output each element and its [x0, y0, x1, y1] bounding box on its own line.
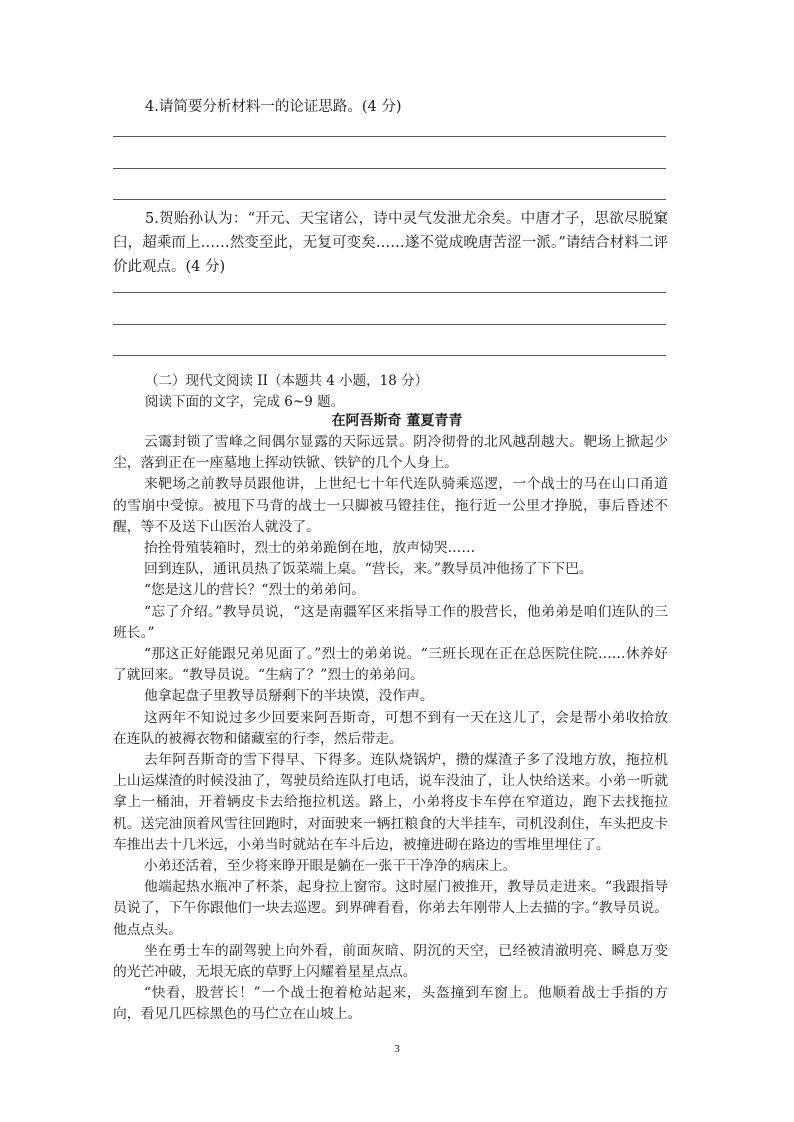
- article-paragraph: 他端起热水瓶冲了杯茶，起身拉上窗帘。这时屋门被推开，教导员走进来。“我跟指导员说了，下午你跟他们一块去巡逻。到界碑看看，你弟去年刚带人上去描的字。”教导员说。他点点头。: [113, 879, 668, 938]
- section-instruction: 阅读下面的文字，完成 6~9 题。: [145, 394, 345, 410]
- answer-line: [113, 136, 666, 137]
- article-paragraph: “快看，股营长！”一个战士抱着枪站起来，头盔撞到车窗上。他顺着战士手指的方向，看见几匹棕黑色的马伫立在山坡上。: [113, 985, 668, 1023]
- article-paragraph: “那这正好能跟兄弟见面了。”烈士的弟弟说。“三班长现在正在总医院住院……休养好了就回来。“教导员说。“生病了？”烈士的弟弟问。: [113, 646, 668, 684]
- article-body: [113, 432, 668, 1026]
- article-paragraph: “您是这儿的营长？“烈士的弟弟问。: [144, 582, 366, 599]
- section-heading: （二）现代文阅读 II（本题共 4 小题，18 分）: [145, 373, 429, 389]
- answer-line: [113, 324, 666, 325]
- article-paragraph: 来靶场之前教导员跟他讲，上世纪七十年代连队骑乘巡逻，一个战士的马在山口甬道的雪崩中受惊。被甩下马背的战士一只脚被马镫挂住，拖行近一公里才挣脱，事后昏述不醒，等不及送下山医治人就没了。: [113, 476, 668, 535]
- answer-line: [113, 168, 666, 169]
- article-paragraph: “忘了介绍。”教导员说，“这是南疆军区来指导工作的股营长，他弟弟是咱们连队的三班长。”: [113, 603, 668, 641]
- question-5: 5.贺贻孙认为：“开元、天宝诸公，诗中灵气发泄尤余矣。中唐才子，思欲尽脱窠臼，超乘而上……然变至此，无复可变矣……遂不觉成晚唐苦涩一派。”请结合材料二评价此观点。(4 分): [113, 211, 668, 275]
- article-paragraph: 云霭封锁了雪峰之间偶尔显露的天际远景。阴冷彻骨的北风越刮越大。靶场上掀起少尘，落到正在一座墓地上挥动铁锨、铁铲的几个人身上。: [113, 434, 668, 472]
- answer-line: [113, 355, 666, 356]
- article-paragraph: 他拿起盘子里教导员掰剩下的半块馍，没作声。: [144, 688, 434, 705]
- article-paragraph: 这两年不知说过多少回要来阿吾斯奇，可想不到有一天在这儿了，会是帮小弟收拾放在连队的被褥衣物和储藏室的行李，然后带走。: [113, 709, 668, 747]
- article-title: 在阿吾斯奇 董夏青青: [331, 413, 463, 429]
- article-paragraph: 去年阿吾斯奇的雪下得早、下得多。连队烧锅炉，攒的煤渣子多了没地方放，拖拉机上山运煤渣的时候没油了，驾驶员给连队打电话，说车没油了，让人快给送来。小弟一听就拿上一桶油，开着辆皮卡去给拖拉机送。路上，小弟将皮卡车停在窄道边，跑下去找拖拉机。送完油顶着风雪往回跑时，对面驶来一辆扛粮食的大半挂车，司机没刹住，车头把皮卡车推出去十几米远，小弟当时就站在车斗后边，被撞进砌在路边的雪堆里埋住了。: [113, 752, 668, 853]
- page-number: 3: [394, 1043, 400, 1055]
- article-paragraph: 坐在勇士车的副驾驶上向外看，前面灰暗、阴沉的天空，已经被清澈明亮、瞬息万变的光芒冲破，无垠无底的草野上闪耀着星星点点。: [113, 942, 668, 981]
- article-paragraph: 回到连队，通讯员热了饭菜端上桌。“营长，来。”教导员冲他扬了下下巴。: [144, 561, 593, 578]
- article-paragraph: 小弟还活着，至少将来睁开眼是躺在一张干干净净的病床上。: [144, 858, 517, 875]
- answer-line: [113, 199, 666, 200]
- answer-line: [113, 292, 666, 293]
- article-paragraph: 抬拴骨殖装箱时，烈士的弟弟跪倒在地，放声恸哭……: [144, 540, 476, 557]
- question-4: 4.请简要分析材料一的论证思路。(4 分): [145, 99, 402, 115]
